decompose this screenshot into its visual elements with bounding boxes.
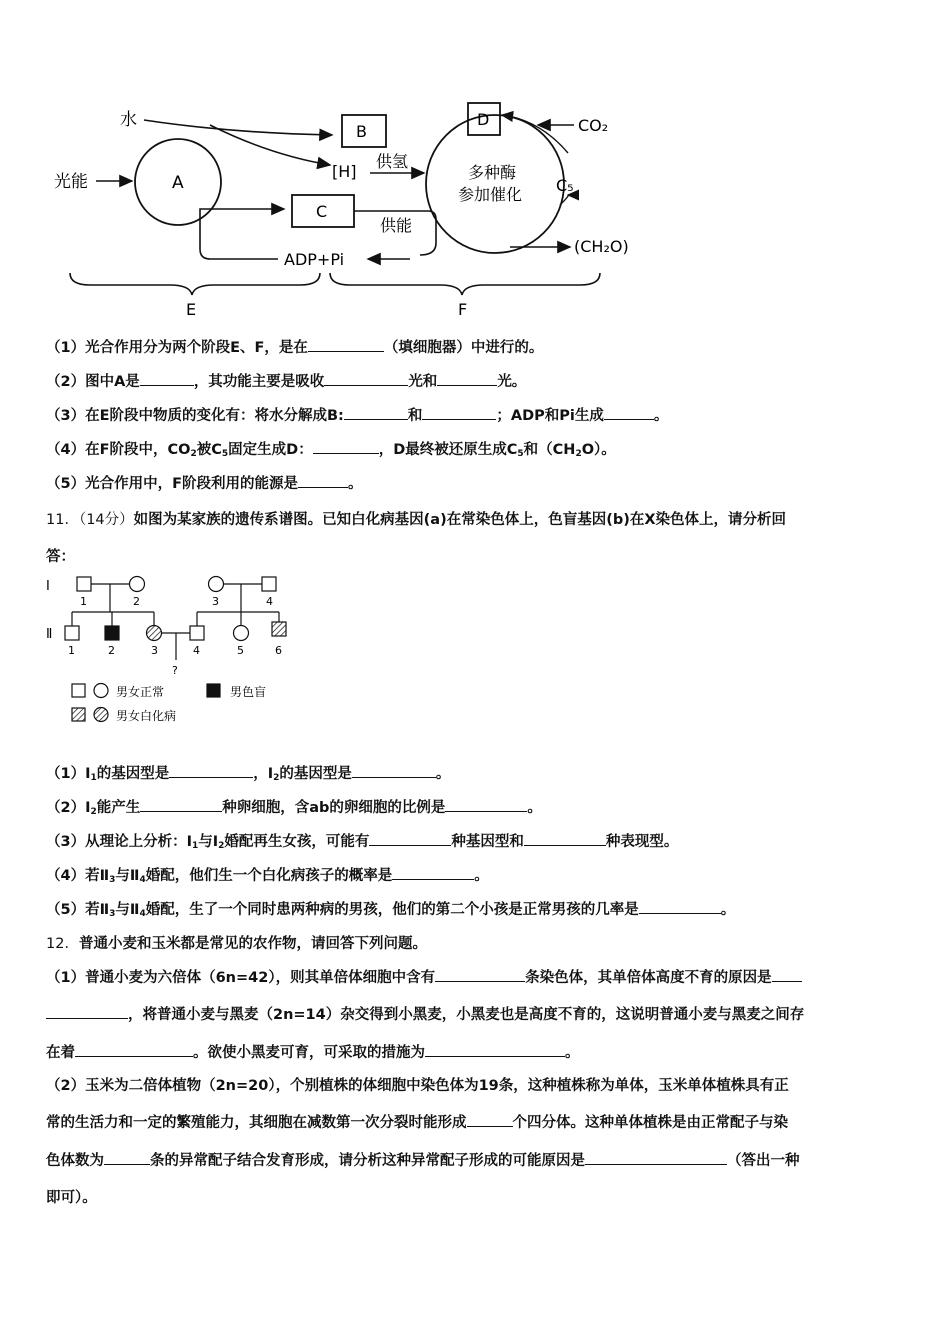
legend-male-albino (72, 708, 85, 721)
q10-part5 (46, 472, 363, 493)
answer-blank[interactable] (46, 1006, 128, 1019)
water-label: 水 (120, 110, 137, 130)
pedigree-chart (44, 572, 314, 732)
ii1-label: 1 (68, 644, 75, 657)
q12-p2-text-g: 即可）。 (46, 1190, 97, 1206)
q10-p2-text-b: ，其功能主要是吸收 (193, 374, 325, 390)
q11-p5-text-a: （5）若Ⅱ (46, 902, 110, 918)
ii3-label: 3 (151, 644, 158, 657)
q11-p4-text-b: 与Ⅱ (115, 868, 140, 884)
q11-p4-text-a: （4）若Ⅱ (46, 868, 110, 884)
q11-p4-text-c: 婚配，他们生一个白化病孩子的概率是 (145, 868, 393, 884)
q11-p5-text-c: 婚配，生了一个同时患两种病的男孩，他们的第二个小孩是正常男孩的几率是 (145, 902, 639, 918)
q12-part1-line2 (46, 1003, 804, 1024)
q10-p5-text-b: 。 (348, 476, 363, 492)
i4-male-normal (262, 577, 276, 591)
q12-p1-text-b: 条染色体，其单倍体高度不育的原因是 (525, 970, 772, 986)
answer-blank[interactable] (344, 407, 408, 420)
ii6-male-albino (272, 622, 286, 636)
q11-p3-text-e: 种表现型。 (605, 834, 679, 850)
ii3-female-albino (147, 626, 162, 641)
q10-p3-text-b: 和 (407, 408, 423, 424)
subscript: 3 (109, 909, 116, 919)
q12-p2-text-e: 条的异常配子结合发育形成，请分析这种异常配子形成的可能原因是 (150, 1153, 585, 1169)
child-question-label: ? (172, 664, 178, 677)
answer-blank[interactable] (298, 475, 348, 488)
water-to-h-arrow (210, 125, 330, 165)
q12-intro (46, 932, 427, 953)
q11-p5-text-b: 与Ⅱ (115, 902, 140, 918)
answer-blank[interactable] (324, 373, 408, 386)
q11-part4 (46, 864, 489, 885)
q11-part2 (46, 796, 542, 817)
q10-p4-text-b: 被C (196, 442, 222, 458)
stage-f-label: F (458, 300, 468, 319)
q12-part2-line3 (46, 1149, 800, 1170)
legend-male-colorblind (207, 684, 220, 697)
q10-p4-text-f: O）。 (581, 442, 616, 458)
stage-e-label: E (186, 300, 197, 319)
generation-i-label: Ⅰ (46, 579, 50, 594)
ii5-female-normal (234, 626, 249, 641)
answer-blank[interactable] (445, 799, 527, 812)
q11-p1-text-c: ，Ⅰ (253, 766, 274, 782)
supply-h-label: 供氢 (376, 152, 409, 171)
q12-part2-line1 (46, 1074, 789, 1095)
q12-part2-line2 (46, 1111, 788, 1132)
ch2o-label: (CH₂O) (574, 237, 629, 256)
adp-label: ADP+Pi (284, 250, 345, 269)
node-d-label: D (477, 110, 490, 129)
q10-part4 (46, 438, 616, 459)
q12-p2-text-d: 色体数为 (46, 1153, 104, 1169)
i1-male-normal (77, 577, 91, 591)
c5-to-d-arrow (502, 115, 568, 153)
q10-part3 (46, 404, 668, 425)
answer-blank[interactable] (369, 833, 451, 846)
q12-p2-text-c: 个四分体。这种单体植株是由正常配子与染 (512, 1115, 788, 1131)
i1-label: 1 (80, 595, 87, 608)
node-c-label: C (316, 202, 328, 221)
subscript: 4 (139, 875, 146, 885)
node-b-label: B (356, 122, 367, 141)
q11-p1-text-e: 。 (435, 766, 451, 782)
q11-p5-text-d: 。 (720, 902, 736, 918)
q11-intro-text-2: 答： (46, 549, 75, 565)
q11-p2-text-d: 。 (527, 800, 542, 816)
answer-blank[interactable] (639, 901, 721, 914)
q10-p5-text-a: （5）光合作用中，F阶段利用的能源是 (46, 476, 298, 492)
light-energy-label: 光能 (54, 172, 88, 192)
answer-blank[interactable] (169, 765, 253, 778)
i4-label: 4 (266, 595, 273, 608)
ii2-male-colorblind (105, 626, 119, 640)
q10-p1-text-a: （1）光合作用分为两个阶段E、F，是在 (46, 340, 308, 356)
q12-p1-text-f: 。 (565, 1045, 580, 1061)
q11-p3-text-a: （3）从理论上分析：Ⅰ (46, 834, 192, 850)
adp-to-a-line (200, 221, 278, 259)
brace-f (330, 273, 600, 295)
q10-p3-text-d: 。 (653, 408, 669, 424)
ii4-male-normal (190, 626, 204, 640)
subscript: 2 (575, 449, 582, 459)
q10-p3-text-c: ；ADP和Pi生成 (496, 408, 604, 424)
node-a-label: A (172, 173, 184, 193)
q11-intro-2 (46, 545, 75, 566)
co2-label: CO₂ (578, 116, 609, 135)
q10-p4-text-c: 固定生成D： (228, 442, 313, 458)
q11-part5 (46, 898, 735, 919)
legend-albino-text: 男女白化病 (116, 709, 177, 723)
q11-p1-text-b: 的基因型是 (96, 766, 170, 782)
legend-normal-text: 男女正常 (116, 685, 165, 699)
q11-p3-text-b: 与Ⅰ (198, 834, 219, 850)
ii4-label: 4 (193, 644, 200, 657)
q12-number: 12． (46, 936, 79, 952)
q10-p2-text-d: 光。 (497, 374, 527, 390)
subscript: 2 (90, 807, 97, 817)
subscript: 2 (218, 841, 225, 851)
i2-female-normal (130, 577, 145, 592)
legend-female-albino (94, 708, 108, 722)
subscript: 1 (191, 841, 199, 851)
q10-part1 (46, 336, 543, 357)
ii5-label: 5 (237, 644, 244, 657)
photosynthesis-diagram (40, 95, 660, 325)
answer-blank[interactable] (140, 799, 222, 812)
answer-blank[interactable] (437, 373, 497, 386)
enzymes-label-2: 参加催化 (458, 185, 523, 204)
c5-label: C₅ (556, 176, 574, 195)
q11-p2-text-c: 种卵细胞，含ab的卵细胞的比例是 (222, 800, 446, 816)
q12-p2-text-a: （2）玉米为二倍体植物（2n=20），个别植株的体细胞中染色体为19条，这种植株称为单体，玉米单体植株具有正 (46, 1078, 789, 1094)
subscript: 1 (90, 773, 97, 783)
q10-p4-text-d: ，D最终被还原生成C (378, 442, 518, 458)
q10-p2-text-c: 光和 (408, 374, 438, 390)
q10-part2 (46, 370, 526, 391)
legend-female-normal (94, 684, 108, 698)
q12-p1-text-d: 在着 (46, 1045, 75, 1061)
q11-number: 11．（14分） (46, 512, 134, 528)
q10-p4-text-e: 和（CH (523, 442, 576, 458)
water-to-b-arrow (144, 120, 332, 135)
q11-part3 (46, 830, 678, 851)
i3-label: 3 (212, 595, 219, 608)
q12-p2-text-b: 常的生活力和一定的繁殖能力，其细胞在减数第一次分裂时能形成 (46, 1115, 467, 1131)
generation-ii-label: Ⅱ (46, 627, 53, 642)
q12-part1-line1 (46, 966, 802, 987)
subscript: 4 (139, 909, 146, 919)
q12-intro-text: 普通小麦和玉米都是常见的农作物，请回答下列问题。 (78, 936, 427, 952)
q11-intro (46, 508, 786, 529)
answer-blank[interactable] (75, 1044, 193, 1057)
ii1-male-normal (65, 626, 79, 640)
legend-colorblind-text: 男色盲 (230, 685, 267, 699)
q12-p1-text-a: （1）普通小麦为六倍体（6n=42），则其单倍体细胞中含有 (46, 970, 436, 986)
answer-blank[interactable] (524, 833, 606, 846)
subscript: 5 (517, 449, 524, 459)
q12-p1-text-c: ，将普通小麦与黑麦（2n=14）杂交得到小黑麦，小黑麦也是高度不育的，这说明普通小麦与黑麦之间存 (128, 1007, 805, 1023)
q11-p3-text-d: 种基因型和 (451, 834, 524, 850)
q11-p1-text-d: 的基因型是 (279, 766, 352, 782)
q11-p2-text-a: （2）Ⅰ (46, 800, 91, 816)
supply-energy-label: 供能 (380, 216, 413, 235)
answer-blank[interactable] (392, 867, 474, 880)
q11-p2-text-b: 能产生 (96, 800, 141, 816)
q12-part2-line4 (46, 1186, 97, 1207)
answer-blank[interactable] (313, 441, 379, 454)
q12-part1-line3 (46, 1041, 580, 1062)
q12-p1-text-e: 。欲使小黑麦可育，可采取的措施为 (193, 1045, 425, 1061)
answer-blank[interactable] (140, 373, 194, 386)
q11-p1-text-a: （1）Ⅰ (46, 766, 91, 782)
q11-part1 (46, 762, 450, 783)
q11-p3-text-c: 婚配再生女孩，可能有 (224, 834, 370, 850)
subscript: 2 (190, 449, 197, 459)
a-to-c-arrow (200, 209, 284, 221)
answer-blank[interactable] (604, 407, 654, 420)
answer-blank[interactable] (422, 407, 496, 420)
i2-label: 2 (133, 595, 140, 608)
i3-female-normal (209, 577, 224, 592)
ii2-label: 2 (108, 644, 115, 657)
q10-p1-text-b: （填细胞器）中进行的。 (383, 340, 544, 356)
subscript: 3 (109, 875, 116, 885)
answer-blank[interactable] (308, 339, 384, 352)
q10-p4-text-a: （4）在F阶段中，CO (46, 442, 191, 458)
h-label: [H] (332, 162, 357, 181)
answer-blank[interactable] (772, 969, 802, 982)
q11-p4-text-d: 。 (474, 868, 489, 884)
q10-p3-text-a: （3）在E阶段中物质的变化有：将水分解成B: (46, 408, 344, 424)
q10-p2-text-a: （2）图中A是 (46, 374, 140, 390)
answer-blank[interactable] (104, 1152, 150, 1165)
ii6-label: 6 (275, 644, 282, 657)
q12-p2-text-f: （答出一种 (727, 1153, 800, 1169)
legend-male-normal (72, 684, 85, 697)
answer-blank[interactable] (435, 969, 525, 982)
subscript: 5 (221, 449, 229, 459)
brace-e (70, 273, 320, 295)
q11-intro-text: 如图为某家族的遗传系谱图。已知白化病基因(a)在常染色体上，色盲基因(b)在X染色体上，请分析回 (133, 512, 787, 528)
answer-blank[interactable] (425, 1044, 565, 1057)
enzymes-label-1: 多种酶 (468, 163, 517, 182)
answer-blank[interactable] (585, 1152, 727, 1165)
answer-blank[interactable] (467, 1114, 513, 1127)
answer-blank[interactable] (352, 765, 436, 778)
subscript: 2 (273, 773, 280, 783)
